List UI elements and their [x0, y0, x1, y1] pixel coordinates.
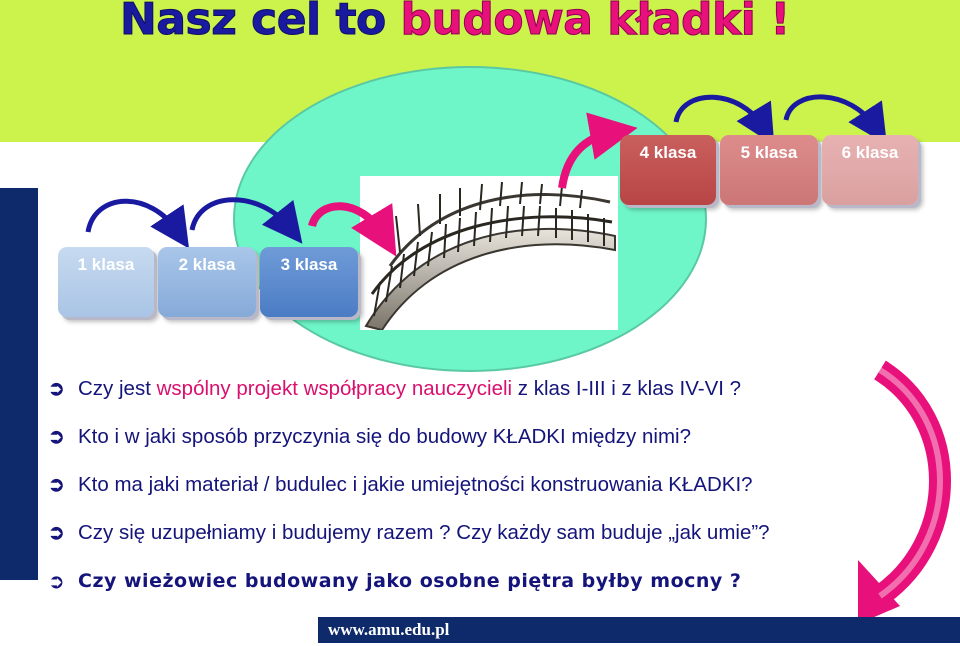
klasa-6-label: 6 klasa	[841, 143, 899, 162]
klasa-2-box	[158, 247, 256, 317]
pink-side-arrow-icon	[858, 370, 940, 624]
pink-arrows	[312, 132, 614, 236]
bullet-1-post: z klas I-III i z klas IV-VI ?	[512, 377, 742, 400]
arrow-2-3-icon	[192, 200, 290, 230]
klasa-3-label: 3 klasa	[280, 255, 338, 274]
circled-arrow-icon: ➲	[48, 474, 65, 496]
bullet-2-text: Kto i w jaki sposób przyczynia się do budowy KŁADKI między nimi?	[78, 425, 691, 448]
klasa-1-box	[58, 247, 154, 317]
title-part2: budowa kładki !	[400, 0, 790, 45]
circled-arrow-icon: ➲	[48, 426, 65, 448]
arrow-5-6-icon	[786, 97, 876, 128]
klasa-4-box	[620, 135, 716, 205]
footer-bar	[318, 617, 960, 643]
list-item	[40, 375, 770, 423]
circled-arrow-icon: ➲	[48, 569, 66, 593]
title-part1: Nasz cel to	[120, 0, 401, 45]
arrow-1-2-icon	[88, 201, 178, 232]
klasa-3-box	[260, 247, 358, 317]
klasa-5-label: 5 klasa	[740, 143, 798, 162]
bullet-3-text: Kto ma jaki materiał / budulec i jakie umiejętności konstruowania KŁADKI?	[78, 473, 753, 496]
list-item	[40, 567, 770, 603]
bullet-5-text: Czy wieżowiec budowany jako osobne piętra byłby mocny ?	[78, 570, 742, 592]
arrow-4-5-icon	[676, 97, 764, 128]
list-item	[40, 423, 770, 471]
pink-arrow-right-icon	[562, 132, 614, 188]
footer-url[interactable]: www.amu.edu.pl	[328, 620, 450, 639]
klasa-5-box	[720, 135, 818, 205]
list-item	[40, 471, 770, 519]
circled-arrow-icon: ➲	[48, 378, 65, 400]
klasa-2-label: 2 klasa	[178, 255, 236, 274]
bullet-4-text: Czy się uzupełniamy i budujemy razem ? Czy każdy sam buduje „jak umie”?	[78, 521, 770, 544]
question-list	[40, 375, 770, 603]
bullet-1-pre: Czy jest	[78, 377, 157, 400]
klasa-1-label: 1 klasa	[77, 255, 135, 274]
list-item	[40, 519, 770, 567]
pink-arrow-left-icon	[312, 206, 384, 236]
klasa-6-box	[822, 135, 918, 205]
bullet-1-highlight: wspólny projekt współpracy nauczycieli	[156, 377, 513, 400]
circled-arrow-icon: ➲	[48, 522, 65, 544]
klasa-4-label: 4 klasa	[639, 143, 697, 162]
